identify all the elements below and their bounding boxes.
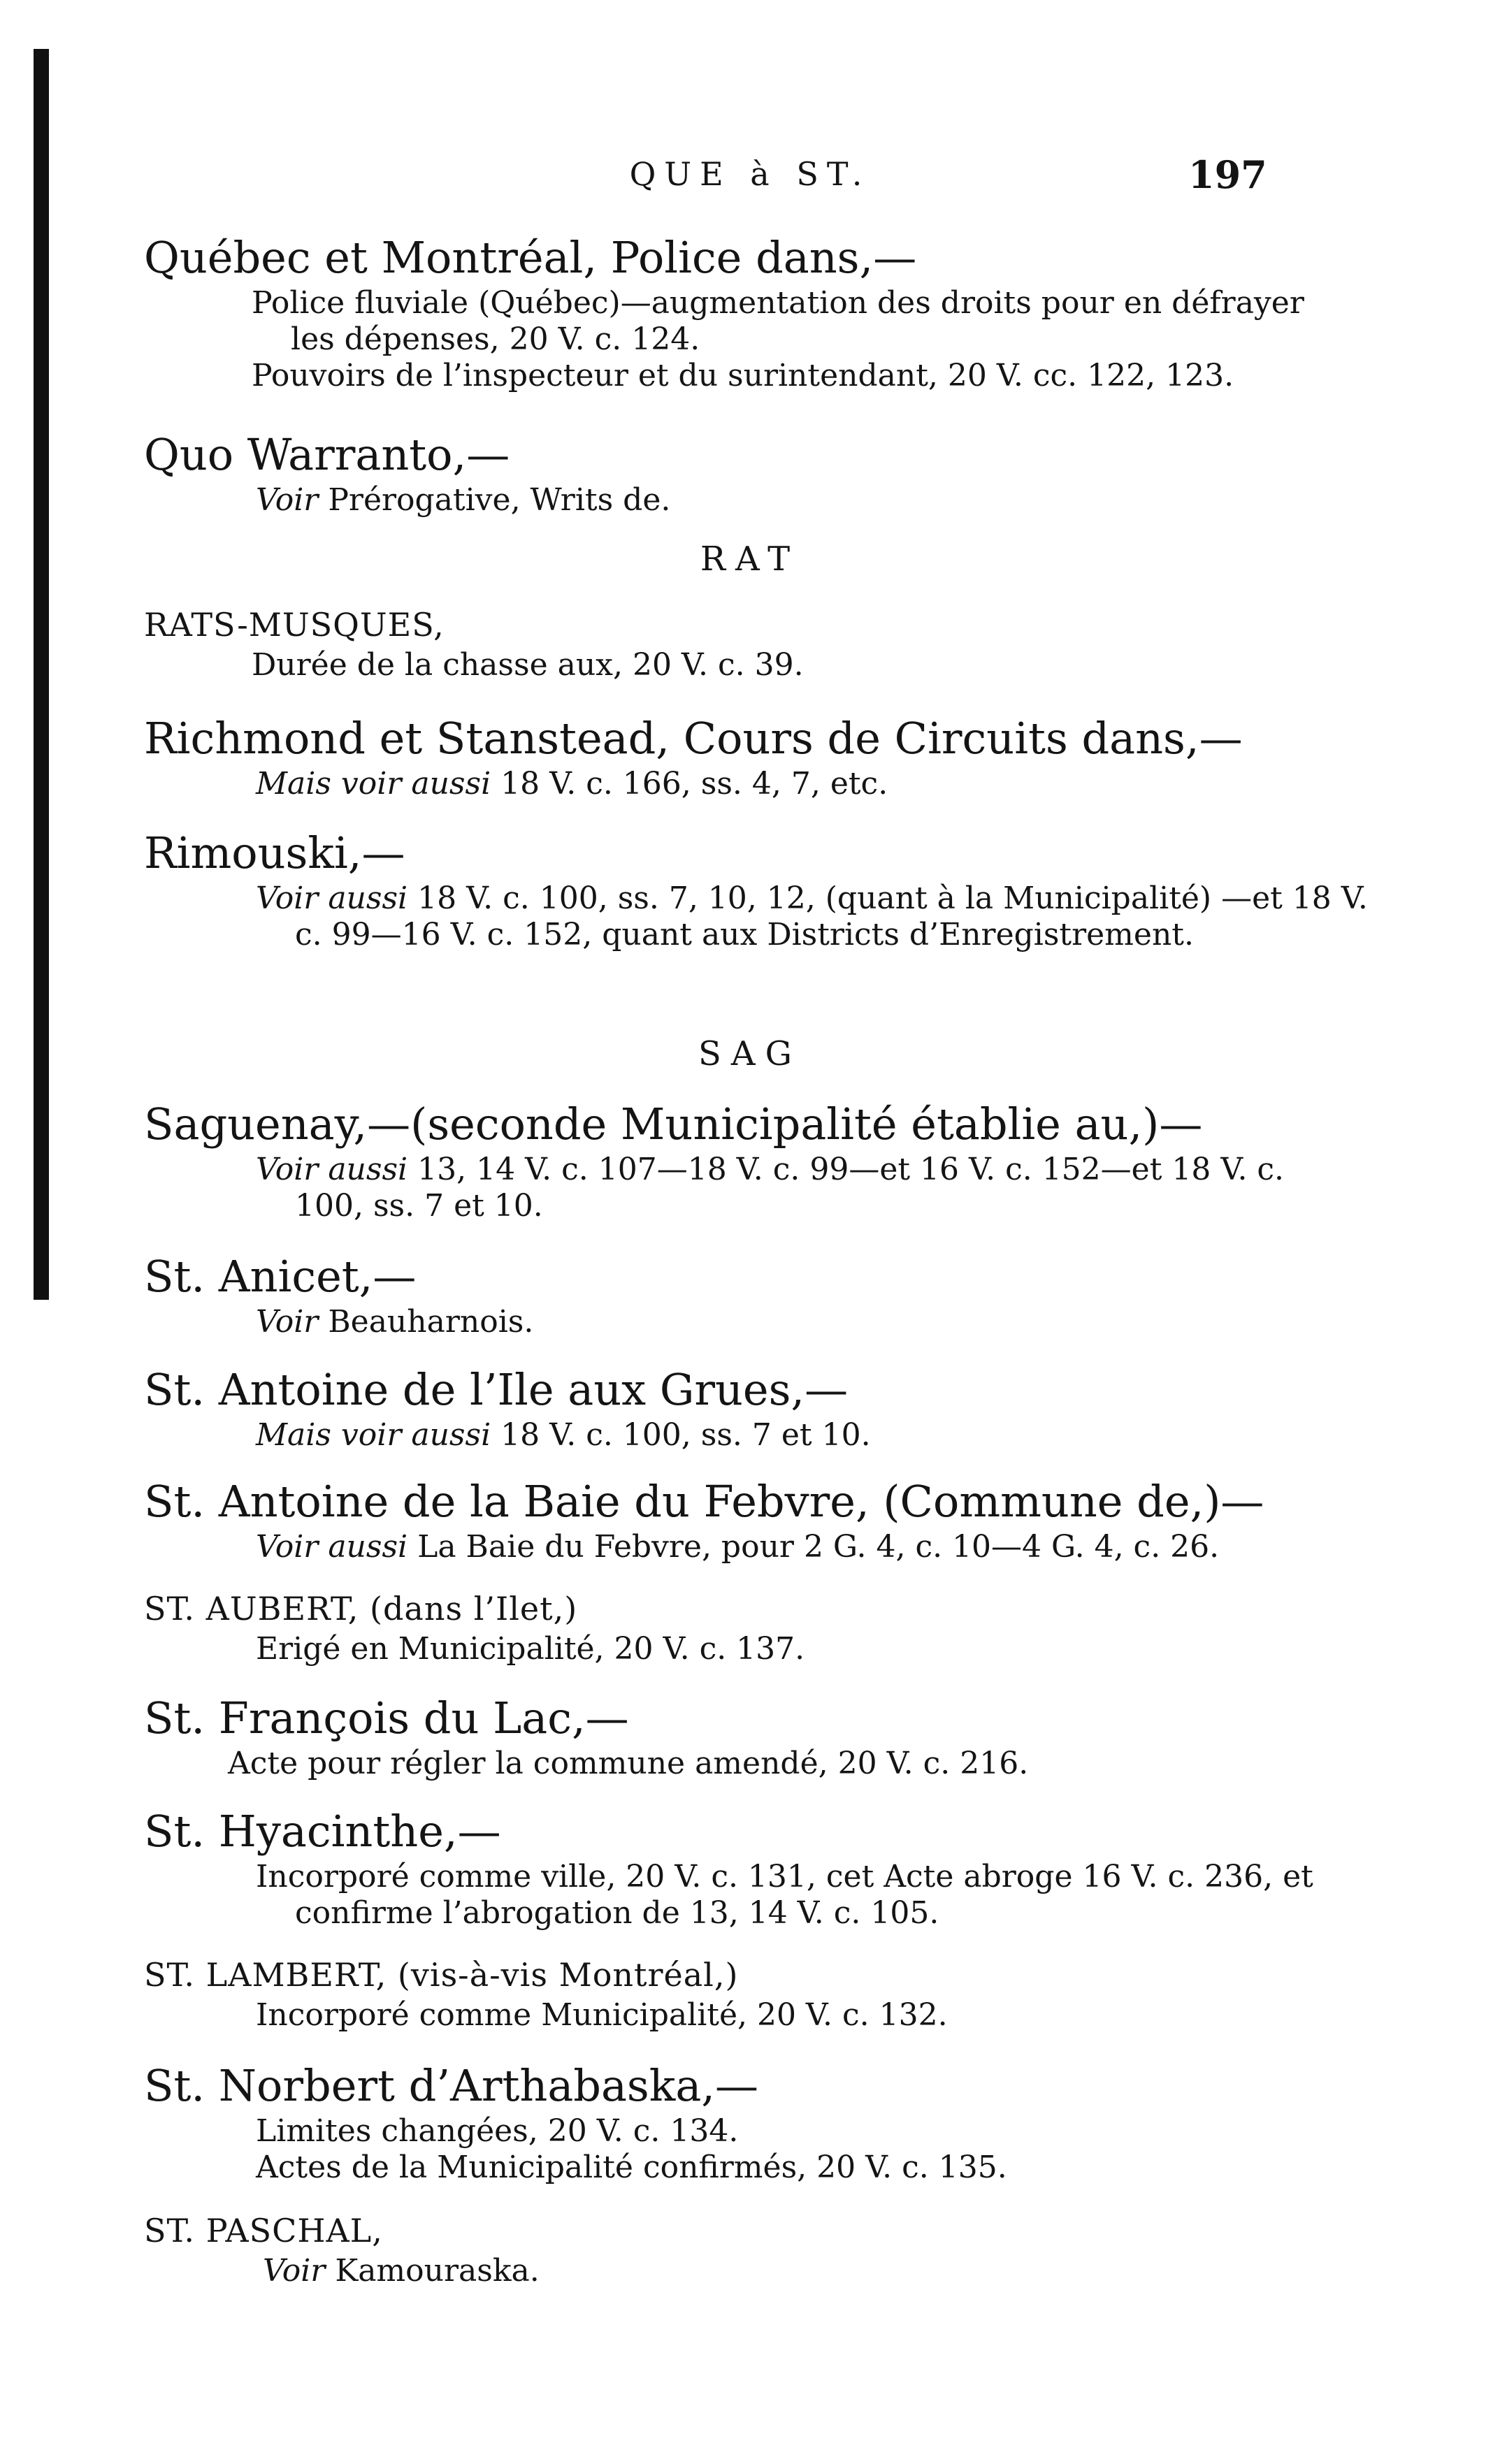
index-entry bbox=[0, 2059, 1500, 2186]
entry-line: Durée de la chasse aux, 20 V. c. 39. bbox=[252, 647, 804, 683]
entry-heading: Rimouski,— bbox=[144, 827, 405, 878]
entry-line-italic: Voir bbox=[256, 1304, 319, 1340]
entry-line bbox=[256, 1304, 1388, 1340]
entry-line-text: 18 V. c. 166, ss. 4, 7, etc. bbox=[491, 766, 888, 802]
entry-body bbox=[0, 2113, 1388, 2186]
entry-line-text: 18 V. c. 100, ss. 7 et 10. bbox=[491, 1417, 871, 1453]
index-entry bbox=[0, 1474, 1500, 1565]
entry-line: Police fluviale (Québec)—augmentation des droits pour en défrayer les dépenses, 20 V. c. 124. bbox=[252, 285, 1304, 357]
entry-heading: Saguenay,—(seconde Municipalité établie au,)— bbox=[144, 1099, 1203, 1150]
entry-line-italic: Voir aussi bbox=[256, 1152, 408, 1187]
index-entry bbox=[0, 428, 1500, 519]
page-number: 197 bbox=[1188, 152, 1267, 197]
entry-heading: ST. LAMBERT, (vis-à-vis Montréal,) bbox=[144, 1956, 739, 1994]
entry-line-text: Prérogative, Writs de. bbox=[318, 482, 671, 518]
entry-line: Actes de la Municipalité confirmés, 20 V. c. 135. bbox=[256, 2150, 1007, 2185]
entry-heading: Quo Warranto,— bbox=[144, 429, 510, 480]
entry-line-italic: Mais voir aussi bbox=[256, 1417, 491, 1453]
entry-heading: ST. PASCHAL, bbox=[144, 2212, 383, 2249]
entry-heading: ST. AUBERT, (dans l’Ilet,) bbox=[144, 1590, 578, 1628]
entry-body bbox=[0, 482, 1388, 519]
entry-line: Erigé en Municipalité, 20 V. c. 137. bbox=[256, 1631, 805, 1667]
entry-body bbox=[0, 647, 1384, 683]
section-heading-sag: SAG bbox=[698, 1034, 802, 1073]
entry-body bbox=[0, 1152, 1346, 1224]
index-entry bbox=[0, 602, 1500, 683]
entry-heading: Richmond et Stanstead, Cours de Circuits dans,— bbox=[144, 713, 1243, 764]
entry-line-italic: Mais voir aussi bbox=[256, 766, 491, 802]
entry-body bbox=[0, 2253, 1395, 2289]
index-entry bbox=[0, 1691, 1500, 1782]
entry-body bbox=[0, 1417, 1388, 1454]
entry-line: Pouvoirs de l’inspecteur et du surintendant, 20 V. cc. 122, 123. bbox=[252, 358, 1234, 393]
entry-body bbox=[0, 1997, 1388, 2034]
entry-line bbox=[256, 1417, 1388, 1454]
entry-line bbox=[256, 766, 1388, 802]
entry-body bbox=[0, 1304, 1388, 1340]
entry-line-text: Beauharnois. bbox=[318, 1304, 534, 1340]
index-entry bbox=[0, 1097, 1500, 1224]
entry-heading: RATS-MUSQUES, bbox=[144, 606, 445, 644]
page-header bbox=[0, 152, 1500, 204]
entry-body bbox=[0, 1859, 1346, 1932]
entry-line bbox=[263, 2253, 1395, 2289]
section-heading-rat: RAT bbox=[700, 539, 800, 579]
entry-line bbox=[256, 1529, 1374, 1565]
entry-heading: St. Hyacinthe,— bbox=[144, 1806, 501, 1857]
entry-body bbox=[0, 285, 1328, 394]
entry-line-italic: Voir bbox=[263, 2253, 326, 2289]
index-entry bbox=[0, 1249, 1500, 1340]
entry-line-italic: Voir bbox=[256, 482, 319, 518]
entry-line bbox=[256, 482, 1388, 519]
index-entry bbox=[0, 1586, 1500, 1667]
index-entry bbox=[0, 711, 1500, 802]
entry-line bbox=[256, 880, 1374, 953]
entry-body bbox=[0, 880, 1374, 953]
index-entry bbox=[0, 2208, 1500, 2289]
entry-heading: Québec et Montréal, Police dans,— bbox=[144, 232, 917, 283]
entry-line: Incorporé comme Municipalité, 20 V. c. 132. bbox=[256, 1997, 948, 2033]
entry-line-text: 13, 14 V. c. 107—18 V. c. 99—et 16 V. c. 152—et 18 V. c. 100, ss. 7 et 10. bbox=[295, 1152, 1285, 1224]
entry-line: Acte pour régler la commune amendé, 20 V. c. 216. bbox=[228, 1746, 1029, 1781]
index-entry bbox=[0, 1363, 1500, 1454]
entry-line-text: Kamouraska. bbox=[325, 2253, 540, 2289]
index-entry bbox=[0, 1952, 1500, 2034]
running-head: QUE à ST. bbox=[629, 155, 871, 193]
entry-heading: St. François du Lac,— bbox=[144, 1693, 629, 1744]
entry-heading: St. Anicet,— bbox=[144, 1251, 417, 1302]
entry-body bbox=[0, 766, 1388, 802]
entry-heading: St. Antoine de l’Ile aux Grues,— bbox=[144, 1364, 849, 1415]
entry-body bbox=[0, 1631, 1388, 1667]
index-entry bbox=[0, 231, 1500, 394]
entry-heading: St. Antoine de la Baie du Febvre, (Commune de,)— bbox=[144, 1476, 1264, 1527]
entry-line-text: 18 V. c. 100, ss. 7, 10, 12, (quant à la Municipalité) —et 18 V. c. 99—16 V. c. 152, quant aux Districts d’Enregistrement. bbox=[295, 880, 1368, 952]
entry-heading: St. Norbert d’Arthabaska,— bbox=[144, 2060, 758, 2111]
entry-body bbox=[0, 1529, 1374, 1565]
entry-line: Limites changées, 20 V. c. 134. bbox=[256, 2113, 739, 2149]
entry-line bbox=[256, 1152, 1346, 1224]
entry-line: Incorporé comme ville, 20 V. c. 131, cet Acte abroge 16 V. c. 236, et confirme l’abrogation de 13, 14 V. c. 105. bbox=[256, 1859, 1313, 1931]
entry-line-italic: Voir aussi bbox=[256, 1529, 408, 1565]
index-entry bbox=[0, 826, 1500, 953]
entry-line-italic: Voir aussi bbox=[256, 880, 408, 916]
index-entry bbox=[0, 1804, 1500, 1932]
entry-body bbox=[0, 1746, 1360, 1782]
entry-line-text: La Baie du Febvre, pour 2 G. 4, c. 10—4 G. 4, c. 26. bbox=[408, 1529, 1220, 1565]
